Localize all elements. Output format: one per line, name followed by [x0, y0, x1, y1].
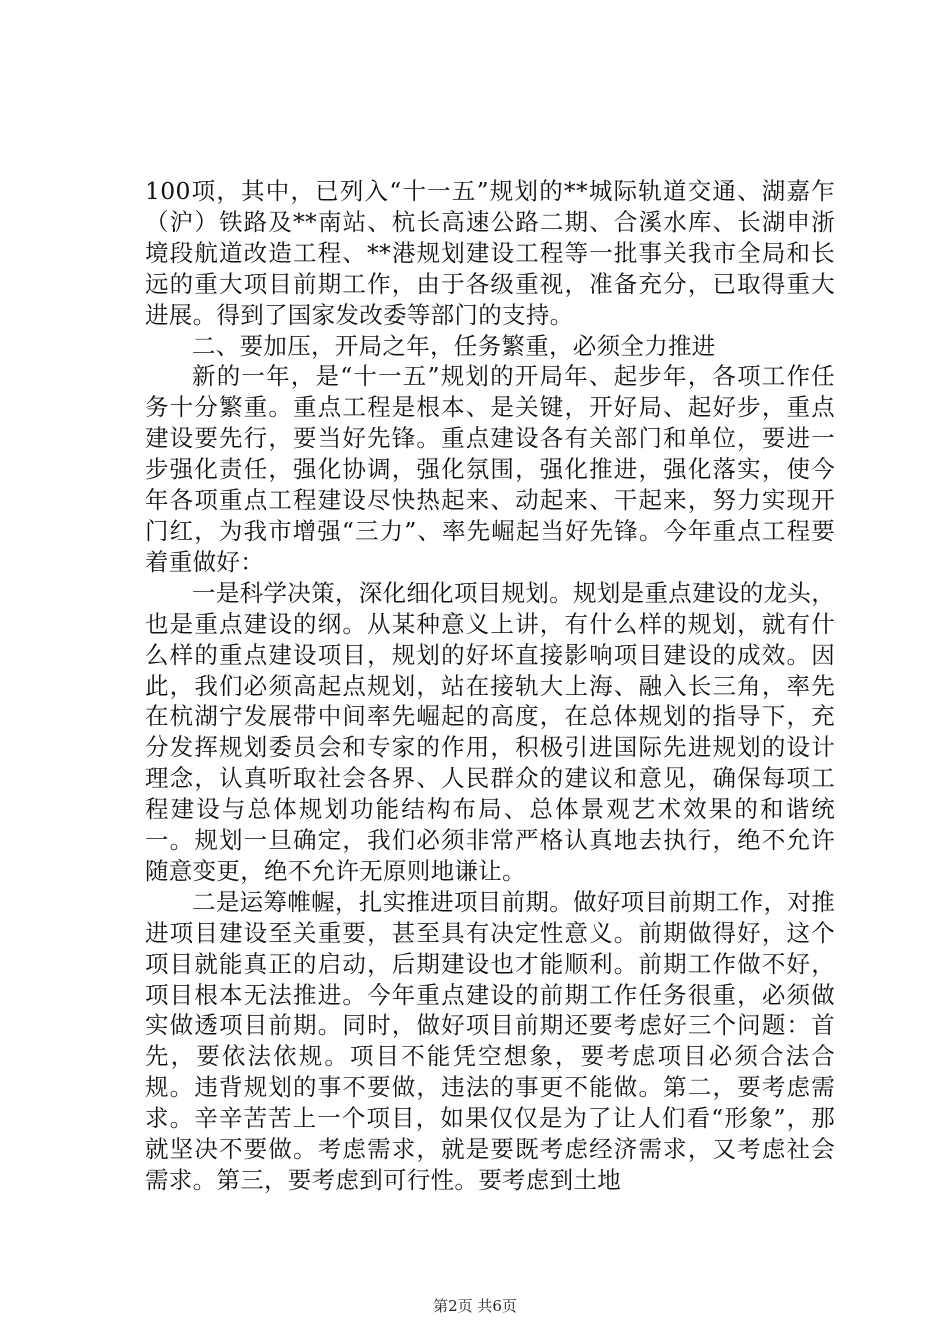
paragraph-5: 二是运筹帷幄，扎实推进项目前期。做好项目前期工作，对推进项目建设至关重要，甚至具有决定性意义。前期做得好，这个项目就能真正的启动，后期建设也才能顺利。前期工作做不好，项目根本无法推进。今年重点建设的前期工作任务很重，必须做实做透项目前期。同时，做好项目前期还要考虑好三个问题：首先，要依法依规。项目不能凭空想象，要考虑项目必须合法合规。违背规划的事不要做，违法的事更不能做。第二，要考虑需求。辛辛苦苦上一个项目，如果仅仅是为了让人们看“形象”，那就坚决不要做。考虑需求，就是要既考虑经济需求，又考虑社会需求。第三，要考虑到可行性。要考虑到土地	[145, 887, 835, 1194]
document-body	[145, 176, 835, 1196]
page-number-footer: 第2页 共6页	[433, 1297, 517, 1315]
paragraph-4: 一是科学决策，深化细化项目规划。规划是重点建设的龙头，也是重点建设的纲。从某种意义上讲，有什么样的规划，就有什么样的重点建设项目，规划的好坏直接影响项目建设的成效。因此，我们必须高起点规划，站在接轨大上海、融入长三角，率先在杭湖宁发展带中间率先崛起的高度，在总体规划的指导下，充分发挥规划委员会和专家的作用，积极引进国际先进规划的设计理念，认真听取社会各界、人民群众的建议和意见，确保每项工程建设与总体规划功能结构布局、总体景观艺术效果的和谐统一。规划一旦确定，我们必须非常严格认真地去执行，绝不允许随意变更，绝不允许无原则地谦让。	[145, 578, 835, 885]
paragraph-1: 100项，其中，已列入“十一五”规划的**城际轨道交通、湖嘉乍（沪）铁路及**南站、杭长高速公路二期、合溪水库、长湖申浙境段航道改造工程、**港规划建设工程等一批事关我市全局和长远的重大项目前期工作，由于各级重视，准备充分，已取得重大进展。得到了国家发改委等部门的支持。	[145, 177, 835, 329]
section-heading-2: 二、要加压，开局之年，任务繁重，必须全力推进	[192, 331, 716, 360]
paragraph-3: 新的一年，是“十一五”规划的开局年、起步年，各项工作任务十分繁重。重点工程是根本、是关键，开好局、起好步，重点建设要先行，要当好先锋。重点建设各有关部门和单位，要进一步强化责任，强化协调，强化氛围，强化推进，强化落实，使今年各项重点工程建设尽快热起来、动起来、干起来，努力实现开门红，为我市增强“三力”、率先崛起当好先锋。今年重点工程要着重做好：	[145, 362, 835, 576]
